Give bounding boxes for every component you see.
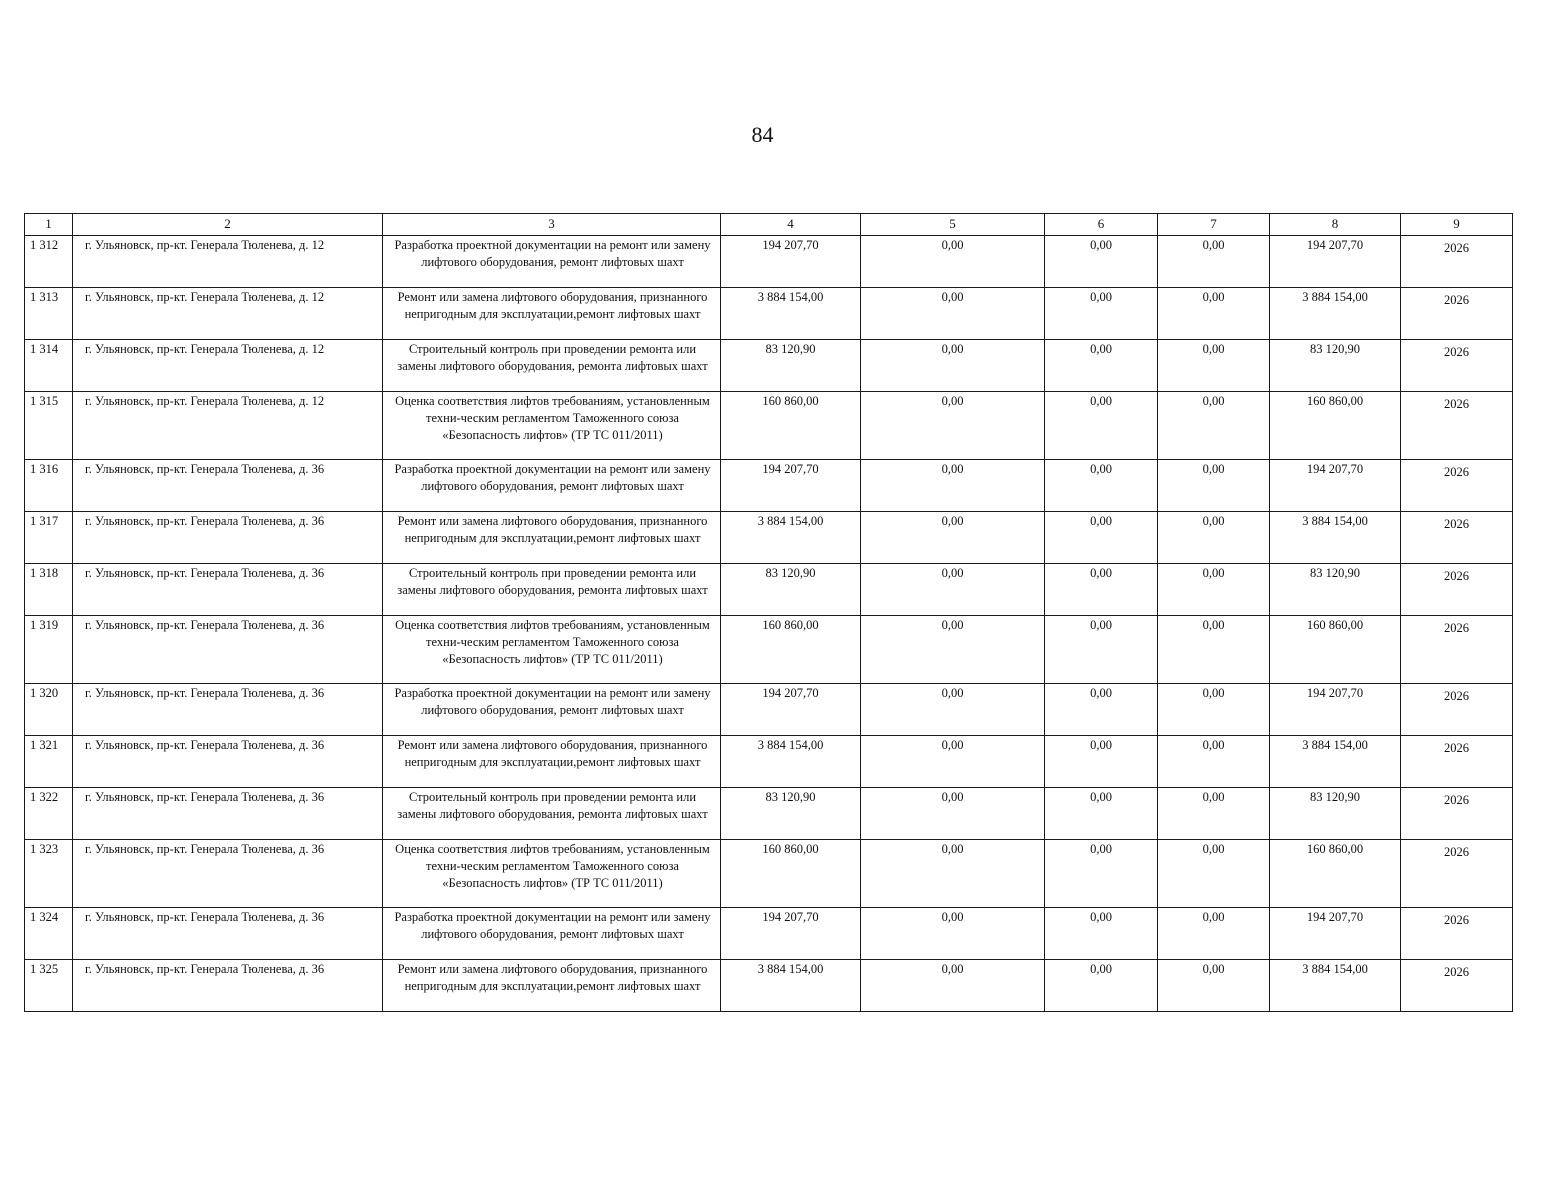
owners-funds-cell: 160 860,00: [1270, 840, 1401, 908]
fund-cell: 0,00: [861, 684, 1045, 736]
year-cell: 2026: [1401, 564, 1513, 616]
column-header: 6: [1045, 214, 1158, 236]
row-number-cell: 1 318: [25, 564, 73, 616]
budget-cell: 0,00: [1045, 616, 1158, 684]
owners-funds-cell: 160 860,00: [1270, 616, 1401, 684]
total-cost-cell: 83 120,90: [721, 564, 861, 616]
work-type-cell: Ремонт или замена лифтового оборудования, признанного непригодным для эксплуатации,ремонт лифтовых шахт: [383, 288, 721, 340]
local-budget-cell: 0,00: [1158, 236, 1270, 288]
table-row: [25, 788, 1513, 840]
address-cell: г. Ульяновск, пр-кт. Генерала Тюленева, д. 36: [73, 840, 383, 908]
address-cell: г. Ульяновск, пр-кт. Генерала Тюленева, д. 36: [73, 960, 383, 1012]
row-number-cell: 1 313: [25, 288, 73, 340]
owners-funds-cell: 83 120,90: [1270, 340, 1401, 392]
address-cell: г. Ульяновск, пр-кт. Генерала Тюленева, д. 36: [73, 788, 383, 840]
fund-cell: 0,00: [861, 340, 1045, 392]
address-cell: г. Ульяновск, пр-кт. Генерала Тюленева, д. 36: [73, 616, 383, 684]
fund-cell: 0,00: [861, 460, 1045, 512]
owners-funds-cell: 3 884 154,00: [1270, 960, 1401, 1012]
table-row: [25, 236, 1513, 288]
budget-cell: 0,00: [1045, 392, 1158, 460]
column-header: 2: [73, 214, 383, 236]
local-budget-cell: 0,00: [1158, 392, 1270, 460]
fund-cell: 0,00: [861, 736, 1045, 788]
total-cost-cell: 83 120,90: [721, 788, 861, 840]
work-type-cell: Оценка соответствия лифтов требованиям, установленным техни-ческим регламентом Таможенного союза «Безопасность лифтов» (ТР ТС 011/2011): [383, 840, 721, 908]
fund-cell: 0,00: [861, 616, 1045, 684]
owners-funds-cell: 194 207,70: [1270, 236, 1401, 288]
owners-funds-cell: 194 207,70: [1270, 908, 1401, 960]
local-budget-cell: 0,00: [1158, 788, 1270, 840]
fund-cell: 0,00: [861, 840, 1045, 908]
budget-cell: 0,00: [1045, 460, 1158, 512]
budget-cell: 0,00: [1045, 960, 1158, 1012]
total-cost-cell: 3 884 154,00: [721, 960, 861, 1012]
year-cell: 2026: [1401, 960, 1513, 1012]
header-row: [25, 214, 1513, 236]
owners-funds-cell: 160 860,00: [1270, 392, 1401, 460]
row-number-cell: 1 312: [25, 236, 73, 288]
budget-cell: 0,00: [1045, 288, 1158, 340]
total-cost-cell: 194 207,70: [721, 236, 861, 288]
total-cost-cell: 3 884 154,00: [721, 288, 861, 340]
fund-cell: 0,00: [861, 960, 1045, 1012]
local-budget-cell: 0,00: [1158, 564, 1270, 616]
total-cost-cell: 3 884 154,00: [721, 736, 861, 788]
work-type-cell: Строительный контроль при проведении ремонта или замены лифтового оборудования, ремонта лифтовых шахт: [383, 340, 721, 392]
row-number-cell: 1 323: [25, 840, 73, 908]
address-cell: г. Ульяновск, пр-кт. Генерала Тюленева, д. 36: [73, 908, 383, 960]
local-budget-cell: 0,00: [1158, 460, 1270, 512]
total-cost-cell: 83 120,90: [721, 340, 861, 392]
row-number-cell: 1 322: [25, 788, 73, 840]
table-row: [25, 908, 1513, 960]
address-cell: г. Ульяновск, пр-кт. Генерала Тюленева, д. 12: [73, 236, 383, 288]
work-type-cell: Ремонт или замена лифтового оборудования, признанного непригодным для эксплуатации,ремонт лифтовых шахт: [383, 960, 721, 1012]
budget-cell: 0,00: [1045, 908, 1158, 960]
fund-cell: 0,00: [861, 288, 1045, 340]
address-cell: г. Ульяновск, пр-кт. Генерала Тюленева, д. 12: [73, 392, 383, 460]
local-budget-cell: 0,00: [1158, 908, 1270, 960]
page-number: 84: [751, 122, 774, 147]
table-row: [25, 616, 1513, 684]
year-cell: 2026: [1401, 512, 1513, 564]
table-row: [25, 684, 1513, 736]
row-number-cell: 1 321: [25, 736, 73, 788]
owners-funds-cell: 3 884 154,00: [1270, 288, 1401, 340]
table-row: [25, 960, 1513, 1012]
local-budget-cell: 0,00: [1158, 684, 1270, 736]
local-budget-cell: 0,00: [1158, 340, 1270, 392]
total-cost-cell: 194 207,70: [721, 684, 861, 736]
total-cost-cell: 160 860,00: [721, 392, 861, 460]
budget-cell: 0,00: [1045, 736, 1158, 788]
address-cell: г. Ульяновск, пр-кт. Генерала Тюленева, д. 36: [73, 512, 383, 564]
row-number-cell: 1 319: [25, 616, 73, 684]
budget-cell: 0,00: [1045, 564, 1158, 616]
row-number-cell: 1 324: [25, 908, 73, 960]
year-cell: 2026: [1401, 288, 1513, 340]
column-header: 3: [383, 214, 721, 236]
table-row: [25, 392, 1513, 460]
local-budget-cell: 0,00: [1158, 616, 1270, 684]
year-cell: 2026: [1401, 908, 1513, 960]
table-row: [25, 288, 1513, 340]
work-type-cell: Строительный контроль при проведении ремонта или замены лифтового оборудования, ремонта лифтовых шахт: [383, 564, 721, 616]
owners-funds-cell: 3 884 154,00: [1270, 736, 1401, 788]
column-header: 1: [25, 214, 73, 236]
year-cell: 2026: [1401, 460, 1513, 512]
column-header: 9: [1401, 214, 1513, 236]
budget-cell: 0,00: [1045, 840, 1158, 908]
table-row: [25, 840, 1513, 908]
work-type-cell: Ремонт или замена лифтового оборудования, признанного непригодным для эксплуатации,ремонт лифтовых шахт: [383, 512, 721, 564]
row-number-cell: 1 325: [25, 960, 73, 1012]
local-budget-cell: 0,00: [1158, 288, 1270, 340]
owners-funds-cell: 194 207,70: [1270, 684, 1401, 736]
year-cell: 2026: [1401, 340, 1513, 392]
work-type-cell: Разработка проектной документации на ремонт или замену лифтового оборудования, ремонт лифтовых шахт: [383, 908, 721, 960]
column-header: 5: [861, 214, 1045, 236]
fund-cell: 0,00: [861, 788, 1045, 840]
table-row: [25, 564, 1513, 616]
total-cost-cell: 3 884 154,00: [721, 512, 861, 564]
row-number-cell: 1 315: [25, 392, 73, 460]
local-budget-cell: 0,00: [1158, 512, 1270, 564]
address-cell: г. Ульяновск, пр-кт. Генерала Тюленева, д. 12: [73, 288, 383, 340]
budget-cell: 0,00: [1045, 340, 1158, 392]
table-row: [25, 512, 1513, 564]
row-number-cell: 1 320: [25, 684, 73, 736]
work-type-cell: Разработка проектной документации на ремонт или замену лифтового оборудования, ремонт лифтовых шахт: [383, 684, 721, 736]
work-type-cell: Разработка проектной документации на ремонт или замену лифтового оборудования, ремонт лифтовых шахт: [383, 460, 721, 512]
fund-cell: 0,00: [861, 512, 1045, 564]
year-cell: 2026: [1401, 616, 1513, 684]
table-body: [25, 236, 1513, 1012]
address-cell: г. Ульяновск, пр-кт. Генерала Тюленева, д. 36: [73, 460, 383, 512]
fund-cell: 0,00: [861, 392, 1045, 460]
owners-funds-cell: 83 120,90: [1270, 564, 1401, 616]
year-cell: 2026: [1401, 840, 1513, 908]
row-number-cell: 1 314: [25, 340, 73, 392]
budget-cell: 0,00: [1045, 788, 1158, 840]
column-header: 4: [721, 214, 861, 236]
year-cell: 2026: [1401, 236, 1513, 288]
year-cell: 2026: [1401, 736, 1513, 788]
fund-cell: 0,00: [861, 236, 1045, 288]
local-budget-cell: 0,00: [1158, 840, 1270, 908]
year-cell: 2026: [1401, 392, 1513, 460]
row-number-cell: 1 317: [25, 512, 73, 564]
address-cell: г. Ульяновск, пр-кт. Генерала Тюленева, д. 36: [73, 684, 383, 736]
address-cell: г. Ульяновск, пр-кт. Генерала Тюленева, д. 36: [73, 564, 383, 616]
total-cost-cell: 194 207,70: [721, 908, 861, 960]
local-budget-cell: 0,00: [1158, 736, 1270, 788]
total-cost-cell: 194 207,70: [721, 460, 861, 512]
work-type-cell: Ремонт или замена лифтового оборудования, признанного непригодным для эксплуатации,ремонт лифтовых шахт: [383, 736, 721, 788]
budget-cell: 0,00: [1045, 512, 1158, 564]
column-header: 8: [1270, 214, 1401, 236]
column-header: 7: [1158, 214, 1270, 236]
work-type-cell: Разработка проектной документации на ремонт или замену лифтового оборудования, ремонт лифтовых шахт: [383, 236, 721, 288]
budget-cell: 0,00: [1045, 684, 1158, 736]
owners-funds-cell: 83 120,90: [1270, 788, 1401, 840]
owners-funds-cell: 194 207,70: [1270, 460, 1401, 512]
local-budget-cell: 0,00: [1158, 960, 1270, 1012]
table-row: [25, 340, 1513, 392]
address-cell: г. Ульяновск, пр-кт. Генерала Тюленева, д. 12: [73, 340, 383, 392]
year-cell: 2026: [1401, 788, 1513, 840]
address-cell: г. Ульяновск, пр-кт. Генерала Тюленева, д. 36: [73, 736, 383, 788]
year-cell: 2026: [1401, 684, 1513, 736]
work-type-cell: Оценка соответствия лифтов требованиям, установленным техни-ческим регламентом Таможенного союза «Безопасность лифтов» (ТР ТС 011/2011): [383, 392, 721, 460]
fund-cell: 0,00: [861, 564, 1045, 616]
budget-cell: 0,00: [1045, 236, 1158, 288]
table-row: [25, 736, 1513, 788]
work-type-cell: Строительный контроль при проведении ремонта или замены лифтового оборудования, ремонта лифтовых шахт: [383, 788, 721, 840]
works-table: [24, 213, 1513, 1012]
table-row: [25, 460, 1513, 512]
row-number-cell: 1 316: [25, 460, 73, 512]
fund-cell: 0,00: [861, 908, 1045, 960]
total-cost-cell: 160 860,00: [721, 840, 861, 908]
work-type-cell: Оценка соответствия лифтов требованиям, установленным техни-ческим регламентом Таможенного союза «Безопасность лифтов» (ТР ТС 011/2011): [383, 616, 721, 684]
total-cost-cell: 160 860,00: [721, 616, 861, 684]
owners-funds-cell: 3 884 154,00: [1270, 512, 1401, 564]
